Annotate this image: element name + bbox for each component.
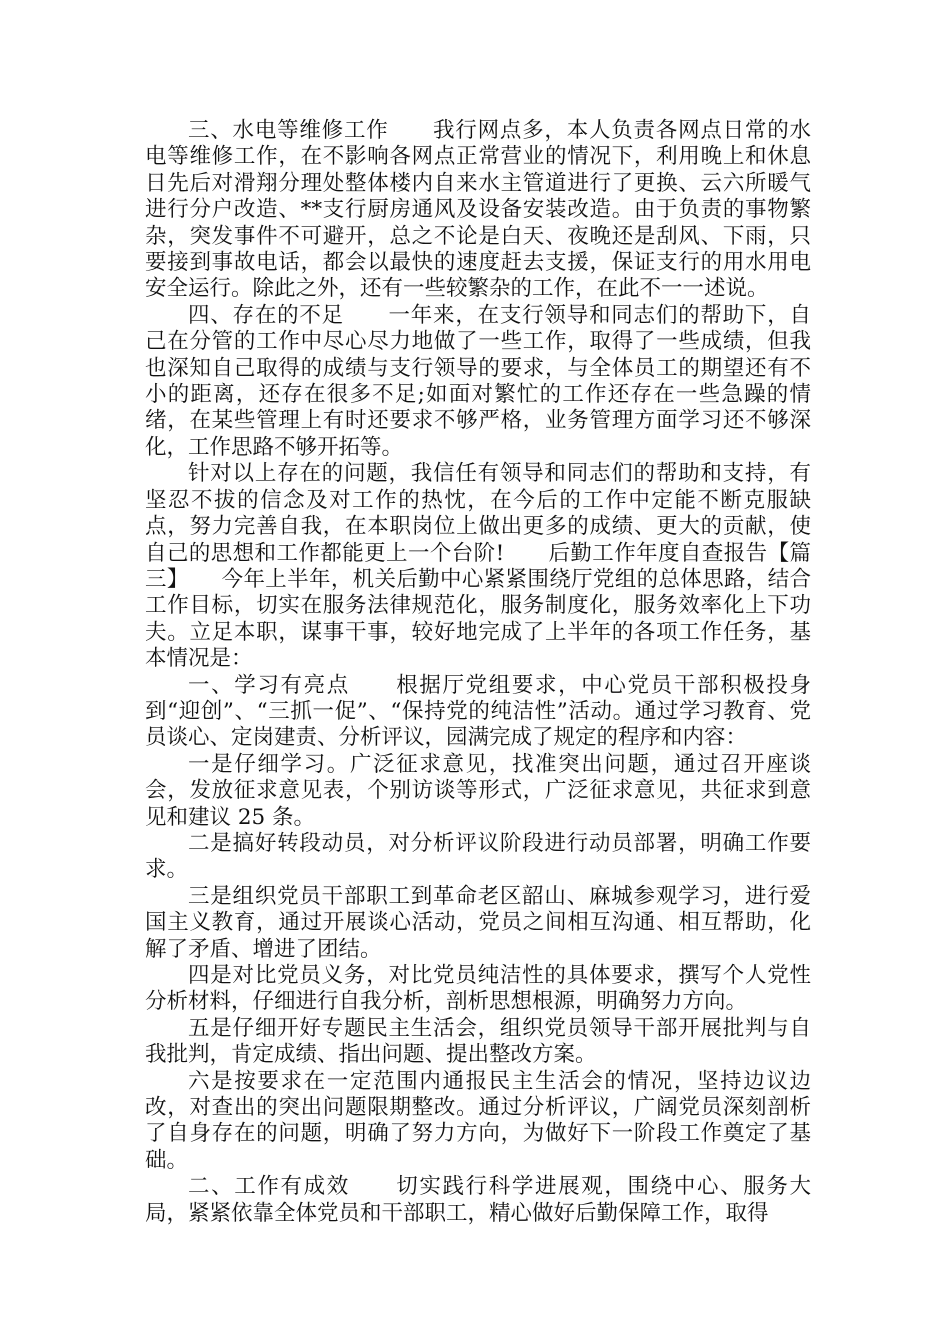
paragraph-shortcomings: 四、存在的不足 一年来，在支行领导和同志们的帮助下，自己在分管的工作中尽心尽力地做了一些工作，取得了一些成绩，但我也深知自己取得的成绩与支行领导的要求，与全体员工的期望还有不小的距离，还存在很多不足;如面对繁忙的工作还存在一些急躁的情绪，在某些管理上有时还要求不够严格，业务管理方面学习还不够深化，工作思路不够开拓等。 (145, 302, 811, 460)
paragraph-item-1: 一是仔细学习。广泛征求意见，找准突出问题，通过召开座谈会，发放征求意见表，个别访谈等形式，广泛征求意见，共征求到意见和建议 25 条。 (145, 751, 811, 830)
paragraph-item-3: 三是组织党员干部职工到革命老区韶山、麻城参观学习，进行爱国主义教育，通过开展谈心活动，党员之间相互沟通、相互帮助，化解了矛盾、增进了团结。 (145, 883, 811, 962)
paragraph-item-2: 二是搞好转段动员，对分析评议阶段进行动员部署，明确工作要求。 (145, 830, 811, 883)
paragraph-item-6: 六是按要求在一定范围内通报民主生活会的情况，坚持边议边改，对查出的突出问题限期整改。通过分析评议，广阔党员深刻剖析了自身存在的问题，明确了努力方向，为做好下一阶段工作奠定了基础。 (145, 1068, 811, 1173)
paragraph-study-highlights: 一、学习有亮点 根据厅党组要求，中心党员干部积极投身到“迎创”、“三抓一促”、“保持党的纯洁性”活动。通过学习教育、党员谈心、定岗建责、分析评议，园满完成了规定的程序和内容： (145, 672, 811, 751)
paragraph-item-4: 四是对比党员义务，对比党员纯洁性的具体要求，撰写个人党性分析材料，仔细进行自我分析，剖析思想根源，明确努力方向。 (145, 963, 811, 1015)
paragraph-item-5: 五是仔细开好专题民主生活会，组织党员领导干部开展批判与自我批判，肯定成绩、指出问题、提出整改方案。 (145, 1015, 811, 1068)
paragraph-maintenance-work: 三、水电等维修工作 我行网点多，本人负责各网点日常的水电等维修工作，在不影响各网点正常营业的情况下，利用晚上和休息日先后对滑翔分理处整体楼内自来水主管道进行了更换、云六所暖气进行分户改造、**支行厨房通风及设备安装改造。由于负责的事物繁杂，突发事件不可避开，总之不论是白天、夜晚还是刮风、下雨，只要接到事故电话，都会以最快的速度赶去支援，保证支行的用水用电安全运行。除此之外，还有一些较繁杂的工作，在此不一一述说。 (145, 118, 811, 302)
paragraph-work-results: 二、工作有成效 切实践行科学进展观，围绕中心、服务大局，紧紧依靠全体党员和干部职工，精心做好后勤保障工作，取得 (145, 1174, 811, 1226)
paragraph-improvement-and-report-part3: 针对以上存在的问题，我信任有领导和同志们的帮助和支持，有坚忍不拔的信念及对工作的热忱，在今后的工作中定能不断克服缺点，努力完善自我，在本职岗位上做出更多的成绩、更大的贡献，使自己的思想和工作都能更上一个台阶! 后勤工作年度自查报告【篇三】 今年上半年，机关后勤中心紧紧围绕厅党组的总体思路，结合工作目标，切实在服务法律规范化，服务制度化，服务效率化上下功夫。立足本职，谋事干事，较好地完成了上半年的各项工作任务，基本情况是： (145, 461, 811, 672)
document-body (145, 118, 811, 1227)
